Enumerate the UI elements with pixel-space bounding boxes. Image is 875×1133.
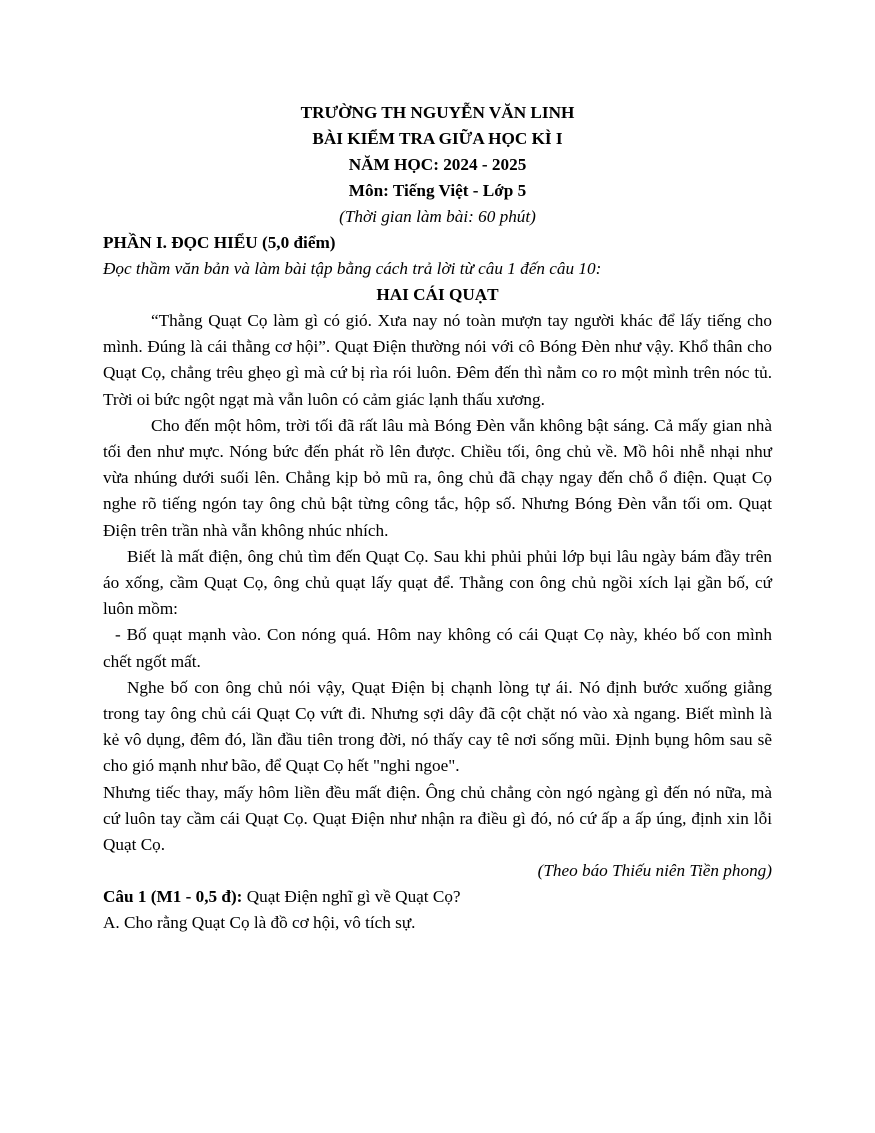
question-1-option-a: A. Cho rằng Quạt Cọ là đồ cơ hội, vô tích sự. [103, 913, 416, 933]
subject-line: Môn: Tiếng Việt - Lớp 5 [348, 181, 527, 200]
story-paragraph: Nghe bố con ông chủ nói vậy, Quạt Điện bị chạnh lòng tự ái. Nó định bước xuống giằng trong tay ông chủ cái Quạt Cọ vứt đi. Nhưng sợi dây đã cột chặt nó vào xà ngang. Biết mình là kẻ vô dụng, đêm đó, lần đầu tiên trong đời, nó thấy cay tê nơi sống mũi. Định bụng hôm sau sẽ cho gió mạnh như bão, để Quạt Cọ hết "nghi ngoe". [103, 677, 772, 776]
story-title: HAI CÁI QUẠT [376, 285, 499, 304]
question-1-text: Quạt Điện nghĩ gì về Quạt Cọ? [242, 887, 461, 907]
school-year: NĂM HỌC: 2024 - 2025 [348, 155, 527, 174]
question-1-label: Câu 1 (M1 - 0,5 đ): [103, 887, 243, 907]
document-page [103, 100, 772, 936]
section-instruction: Đọc thầm văn bản và làm bài tập bằng cách trả lời từ câu 1 đến câu 10: [103, 259, 602, 278]
section-title: PHẦN I. ĐỌC HIỂU (5,0 điểm) [103, 233, 336, 252]
story-source: (Theo báo Thiếu niên Tiền phong) [537, 861, 772, 881]
school-name: TRƯỜNG TH NGUYỄN VĂN LINH [300, 103, 575, 122]
story-paragraph: Nhưng tiếc thay, mấy hôm liền đều mất điện. Ông chủ chẳng còn ngó ngàng gì đến nó nữa, mà cứ luôn tay cầm cái Quạt Cọ. Quạt Điện như nhận ra điều gì đó, nó cứ ấp a ấp úng, định xin lỗi Quạt Cọ. [103, 782, 772, 855]
story-paragraph: Biết là mất điện, ông chủ tìm đến Quạt Cọ. Sau khi phủi phủi lớp bụi lâu ngày bám đầy trên áo xống, cầm Quạt Cọ, ông chủ quạt lấy quạt để. Thằng con ông chủ ngồi xích lại gần bố, cứ luôn mồm: [103, 546, 772, 619]
exam-title: BÀI KIỂM TRA GIỮA HỌC KÌ I [312, 129, 563, 148]
question-1 [103, 884, 772, 910]
story-dialogue: - Bố quạt mạnh vào. Con nóng quá. Hôm nay không có cái Quạt Cọ này, khéo bố con mình chết ngốt mất. [103, 625, 772, 671]
story-paragraph: “Thằng Quạt Cọ làm gì có gió. Xưa nay nó toàn mượn tay người khác để lấy tiếng cho mình. Đúng là cái thằng cơ hội”. Quạt Điện thường nói với cô Bóng Đèn như vậy. Khổ thân cho Quạt Cọ, chẳng trêu ghẹo gì mà cứ bị rìa rói luôn. Đêm đến thì nằm co ro một mình trên nóc tủ. Trời oi bức ngột ngạt mà vẫn luôn có cảm giác lạnh thấu xương. [103, 311, 772, 409]
time-limit: (Thời gian làm bài: 60 phút) [339, 207, 536, 226]
story-paragraph: Cho đến một hôm, trời tối đã rất lâu mà Bóng Đèn vẫn không bật sáng. Cả mấy gian nhà tối đen như mực. Nóng bức đến phát rồ lên được. Chiều tối, ông chủ về. Mồ hôi nhễ nhại như vừa nhúng dưới suối lên. Chẳng kịp bỏ mũ ra, ông chủ đã chạy ngay đến chỗ ổ điện. Quạt Cọ nghe rõ tiếng ngón tay ông chủ bật từng công tắc, hộp số. Nhưng Bóng Đèn vẫn tối om. Quạt Điện trên trần nhà vẫn không nhúc nhích. [103, 415, 772, 540]
